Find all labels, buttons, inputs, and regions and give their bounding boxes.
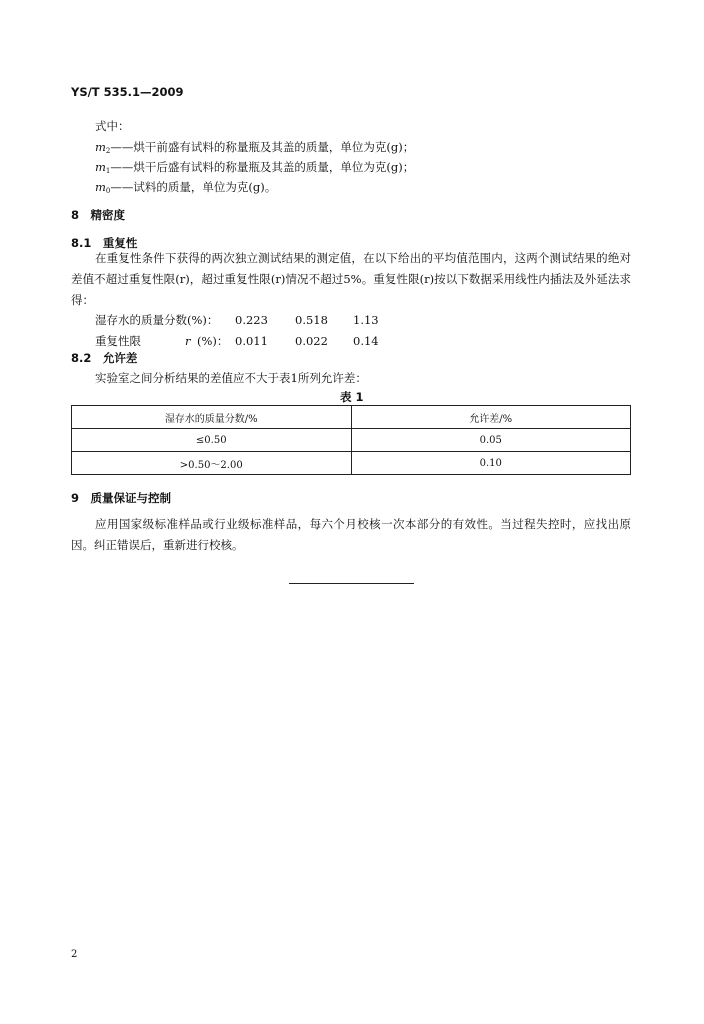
section-8-heading: 8 精密度 bbox=[71, 208, 126, 222]
m1-symbol: m bbox=[95, 160, 106, 174]
table-cell-tolerance: 0.10 bbox=[351, 452, 631, 475]
variable-m2 bbox=[95, 139, 414, 155]
table-header-mass-fraction: 湿存水的质量分数/% bbox=[72, 406, 352, 429]
mass-fraction-value-1: 0.223 bbox=[235, 313, 268, 327]
repeatability-limit-unit: (%)： bbox=[197, 334, 229, 348]
repeatability-limit-value-3: 0.14 bbox=[353, 334, 379, 348]
repeatability-limit-label: 重复性限 bbox=[95, 334, 141, 348]
repeatability-row-mass-fraction bbox=[95, 312, 379, 328]
end-of-text-rule bbox=[289, 583, 414, 584]
table-row bbox=[72, 429, 631, 452]
m1-subscript: 1 bbox=[105, 167, 111, 175]
table-title: 表 1 bbox=[340, 390, 364, 404]
repeatability-paragraph: 在重复性条件下获得的两次独立测试结果的测定值，在以下给出的平均值范围内，这两个测试结果的绝对差值不超过重复性限(r)，超过重复性限(r)情况不超过5%。重复性限(r)按以下数据采用线性内插法及外延法求得： bbox=[71, 251, 631, 307]
m0-subscript: 0 bbox=[105, 187, 111, 195]
section-8-1-heading: 8.1 重复性 bbox=[71, 236, 138, 250]
repeatability-limit-value-1: 0.011 bbox=[235, 334, 268, 348]
page-number: 2 bbox=[71, 949, 78, 960]
mass-fraction-value-2: 0.518 bbox=[295, 313, 328, 327]
m0-description: ——试料的质量，单位为克(g)。 bbox=[110, 180, 277, 194]
m0-symbol: m bbox=[95, 180, 106, 194]
formula-intro: 式中： bbox=[95, 119, 130, 133]
m2-subscript: 2 bbox=[105, 147, 111, 155]
repeatability-limit-value-2: 0.022 bbox=[295, 334, 328, 348]
variable-m0 bbox=[95, 179, 276, 195]
table-cell-mass-fraction: ≤0.50 bbox=[72, 429, 352, 452]
table-cell-mass-fraction: >0.50～2.00 bbox=[72, 452, 352, 475]
variable-m1 bbox=[95, 159, 414, 175]
mass-fraction-value-3: 1.13 bbox=[353, 313, 379, 327]
m1-description: ——烘干后盛有试料的称量瓶及其盖的质量，单位为克(g)； bbox=[110, 160, 415, 174]
quality-control-paragraph: 应用国家级标准样品或行业级标准样品，每六个月校核一次本部分的有效性。当过程失控时，应找出原因。纠正错误后，重新进行校核。 bbox=[71, 517, 631, 552]
repeatability-limit-symbol: r bbox=[185, 334, 191, 348]
table-row bbox=[72, 452, 631, 475]
standard-number: YS/T 535.1—2009 bbox=[71, 85, 184, 99]
section-9-heading: 9 质量保证与控制 bbox=[71, 491, 172, 505]
m2-symbol: m bbox=[95, 140, 106, 154]
section-8-2-heading: 8.2 允许差 bbox=[71, 351, 138, 365]
tolerance-table bbox=[71, 405, 631, 475]
mass-fraction-label: 湿存水的质量分数(%)： bbox=[95, 313, 219, 327]
repeatability-row-limit bbox=[95, 333, 379, 349]
table-cell-tolerance: 0.05 bbox=[351, 429, 631, 452]
m2-description: ——烘干前盛有试料的称量瓶及其盖的质量，单位为克(g)； bbox=[110, 140, 415, 154]
tolerance-intro: 实验室之间分析结果的差值应不大于表1所列允许差： bbox=[95, 371, 367, 385]
table-header-row bbox=[72, 406, 631, 429]
table-header-tolerance: 允许差/% bbox=[351, 406, 631, 429]
